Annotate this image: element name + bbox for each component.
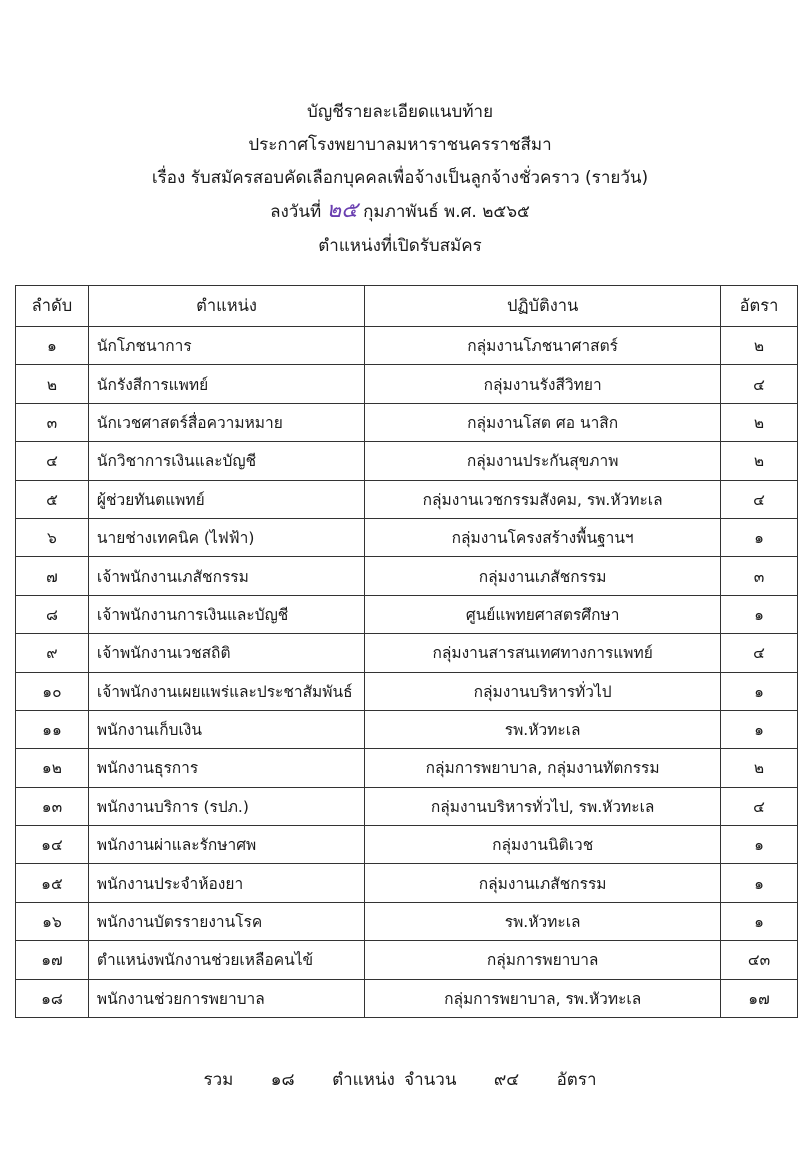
positions-label: ตำแหน่ง จำนวน [332,1070,457,1090]
cell-workplace: กลุ่มการพยาบาล [365,941,721,979]
cell-position: พนักงานประจำห้องยา [88,864,364,902]
cell-position: พนักงานเก็บเงิน [88,710,364,748]
doc-subtitle: ตำแหน่งที่เปิดรับสมัคร [318,236,482,256]
cell-workplace: ศูนย์แพทยศาสตรศึกษา [365,595,721,633]
cell-rate: ๑ [721,518,798,556]
total-label: รวม [203,1070,234,1090]
cell-workplace: กลุ่มงานสารสนเทศทางการแพทย์ [365,634,721,672]
cell-order: ๑๓ [16,787,89,825]
cell-rate: ๒ [721,749,798,787]
cell-workplace: กลุ่มงานบริหารทั่วไป, รพ.หัวทะเล [365,787,721,825]
cell-position: ผู้ช่วยทันตแพทย์ [88,480,364,518]
cell-order: ๑๘ [16,979,89,1017]
table-row [16,557,798,595]
cell-rate: ๒ [721,403,798,441]
table-row [16,979,798,1017]
cell-rate: ๑ [721,672,798,710]
summary-line [0,1066,800,1093]
cell-workplace: กลุ่มงานประกันสุขภาพ [365,442,721,480]
table-row [16,672,798,710]
cell-order: ๑ [16,327,89,365]
cell-position: พนักงานธุรการ [88,749,364,787]
cell-order: ๕ [16,480,89,518]
table-row [16,634,798,672]
positions-table [15,285,798,1018]
cell-workplace: กลุ่มงานโภชนาศาสตร์ [365,327,721,365]
cell-order: ๙ [16,634,89,672]
cell-rate: ๔๓ [721,941,798,979]
table-row [16,403,798,441]
cell-rate: ๔ [721,634,798,672]
col-header-order: ลำดับ [16,286,89,327]
cell-order: ๑๖ [16,902,89,940]
date-day-handwritten: ๒๕ [326,198,358,223]
table-row [16,902,798,940]
cell-rate: ๑ [721,864,798,902]
cell-workplace: กลุ่มงานบริหารทั่วไป [365,672,721,710]
cell-order: ๔ [16,442,89,480]
cell-order: ๑๒ [16,749,89,787]
cell-position: นักโภชนาการ [88,327,364,365]
cell-order: ๑๗ [16,941,89,979]
table-row [16,864,798,902]
cell-rate: ๑ [721,710,798,748]
cell-rate: ๒ [721,327,798,365]
cell-order: ๘ [16,595,89,633]
cell-order: ๗ [16,557,89,595]
cell-rate: ๑๗ [721,979,798,1017]
cell-order: ๑๑ [16,710,89,748]
cell-order: ๖ [16,518,89,556]
table-row [16,442,798,480]
cell-position: พนักงานบัตรรายงานโรค [88,902,364,940]
date-prefix: ลงวันที่ [270,202,322,222]
table-row [16,365,798,403]
cell-rate: ๑ [721,902,798,940]
cell-position: นักวิชาการเงินและบัญชี [88,442,364,480]
cell-position: พนักงานบริการ (รปภ.) [88,787,364,825]
table-row [16,327,798,365]
cell-rate: ๔ [721,365,798,403]
cell-order: ๑๕ [16,864,89,902]
rate-label: อัตรา [556,1070,597,1090]
cell-workplace: กลุ่มงานนิติเวช [365,826,721,864]
doc-announcement: ประกาศโรงพยาบาลมหาราชนครราชสีมา [248,135,552,155]
cell-workplace: กลุ่มการพยาบาล, กลุ่มงานทัตกรรม [365,749,721,787]
cell-workplace: กลุ่มการพยาบาล, รพ.หัวทะเล [365,979,721,1017]
cell-rate: ๔ [721,787,798,825]
cell-rate: ๒ [721,442,798,480]
col-header-rate: อัตรา [721,286,798,327]
cell-rate: ๔ [721,480,798,518]
col-header-position: ตำแหน่ง [88,286,364,327]
cell-workplace: รพ.หัวทะเล [365,902,721,940]
cell-position: เจ้าพนักงานการเงินและบัญชี [88,595,364,633]
cell-rate: ๓ [721,557,798,595]
table-row [16,480,798,518]
table-row [16,787,798,825]
cell-workplace: กลุ่มงานโครงสร้างพื้นฐานฯ [365,518,721,556]
cell-position: นักเวชศาสตร์สื่อความหมาย [88,403,364,441]
table-row [16,941,798,979]
cell-position: เจ้าพนักงานเภสัชกรรม [88,557,364,595]
cell-position: ตำแหน่งพนักงานช่วยเหลือคนไข้ [88,941,364,979]
doc-title: บัญชีรายละเอียดแนบท้าย [306,102,494,122]
table-row [16,595,798,633]
doc-date [0,200,800,223]
cell-order: ๓ [16,403,89,441]
table-row [16,518,798,556]
doc-subject: เรื่อง รับสมัครสอบคัดเลือกบุคคลเพื่อจ้างเป็นลูกจ้างชั่วคราว (รายวัน) [151,168,649,188]
cell-position: พนักงานผ่าและรักษาศพ [88,826,364,864]
col-header-workplace: ปฏิบัติงาน [365,286,721,327]
date-rest: กุมภาพันธ์ พ.ศ. ๒๕๖๕ [363,202,530,222]
cell-position: พนักงานช่วยการพยาบาล [88,979,364,1017]
cell-position: เจ้าพนักงานเวชสถิติ [88,634,364,672]
cell-rate: ๑ [721,826,798,864]
cell-rate: ๑ [721,595,798,633]
cell-workplace: กลุ่มงานเวชกรรมสังคม, รพ.หัวทะเล [365,480,721,518]
cell-position: นักรังสีการแพทย์ [88,365,364,403]
table-header-row [16,286,798,327]
cell-order: ๒ [16,365,89,403]
cell-position: นายช่างเทคนิค (ไฟฟ้า) [88,518,364,556]
positions-count: ๑๘ [270,1070,295,1090]
cell-order: ๑๐ [16,672,89,710]
table-row [16,749,798,787]
cell-workplace: กลุ่มงานเภสัชกรรม [365,557,721,595]
table-row [16,826,798,864]
table-row [16,710,798,748]
cell-workplace: กลุ่มงานโสต ศอ นาสิก [365,403,721,441]
cell-workplace: รพ.หัวทะเล [365,710,721,748]
cell-workplace: กลุ่มงานเภสัชกรรม [365,864,721,902]
rate-count: ๙๔ [493,1070,520,1090]
cell-workplace: กลุ่มงานรังสีวิทยา [365,365,721,403]
cell-order: ๑๔ [16,826,89,864]
cell-position: เจ้าพนักงานเผยแพร่และประชาสัมพันธ์ [88,672,364,710]
